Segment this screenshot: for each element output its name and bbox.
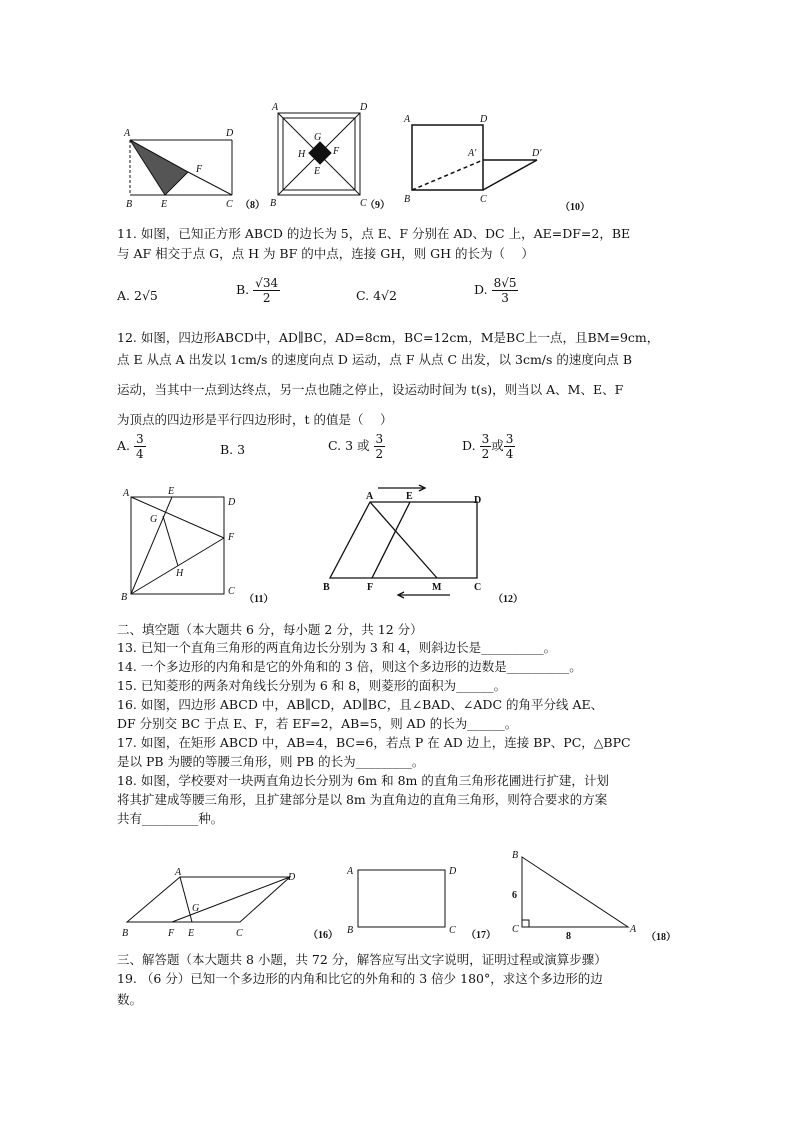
q11-line2: 与 AF 相交于点 G，点 H 为 BF 的中点，连接 GH，则 GH 的长为（ ） — [117, 246, 534, 261]
svg-text:（9）: （9） — [365, 200, 390, 211]
svg-text:B: B — [121, 592, 128, 603]
q16-line1: 16. 如图，四边形 ABCD 中，AB∥CD，AD∥BC，且∠BAD、∠ADC 的角平分线 AE、 — [117, 697, 604, 712]
svg-text:C: C — [474, 582, 482, 593]
svg-text:E: E — [168, 486, 175, 497]
q12-line1: 12. 如图，四边形ABCD中，AD∥BC，AD=8cm，BC=12cm，M是BC上一点，且BM=9cm， — [117, 330, 660, 345]
q11-option-d: D. $\frac{8√5}{3}$ — [474, 276, 517, 305]
svg-text:E: E — [314, 166, 321, 177]
svg-text:（18）: （18） — [646, 932, 676, 943]
svg-text:A: A — [630, 924, 637, 935]
svg-text:E: E — [188, 928, 195, 939]
q12-line4: 为顶点的四边形是平行四边形时，t 的值是（ ） — [117, 412, 393, 427]
q13: 13. 已知一个直角三角形的两直角边长分别为 3 和 4，则斜边长是__________。 — [117, 640, 557, 655]
q11-option-c: C. 4√2 — [356, 288, 397, 303]
svg-text:6: 6 — [512, 890, 517, 901]
figure-8 — [123, 128, 265, 211]
svg-text:E: E — [406, 491, 413, 502]
svg-text:A: A — [404, 114, 411, 125]
svg-text:B: B — [323, 582, 330, 593]
svg-text:A: A — [175, 867, 182, 878]
figure-17 — [346, 866, 496, 941]
svg-text:F: F — [168, 928, 175, 939]
svg-text:A: A — [124, 128, 131, 139]
figure-9 — [270, 102, 390, 211]
svg-text:G: G — [192, 903, 200, 914]
section3-heading: 三、解答题（本大题共 8 小题，共 72 分，解答应写出文字说明，证明过程或演算步骤） — [117, 952, 607, 967]
svg-text:D: D — [228, 497, 236, 508]
q12-option-b: B. 3 — [220, 442, 246, 457]
q11-line1: 11. 如图，已知正方形 ABCD 的边长为 5，点 E、F 分别在 AD、DC 上，AE=DF=2，BE — [117, 226, 631, 241]
q18-line2: 将其扩建成等腰三角形，且扩建部分是以 8m 为直角边的直角三角形，则符合要求的方案 — [117, 792, 608, 807]
svg-text:A: A — [347, 866, 354, 877]
svg-text:F: F — [228, 532, 235, 543]
svg-text:A: A — [366, 491, 374, 502]
svg-text:（16）: （16） — [308, 930, 338, 941]
svg-text:F: F — [333, 146, 340, 157]
svg-text:D: D — [474, 495, 482, 506]
figure-11 — [121, 486, 273, 605]
q18-line1: 18. 如图，学校要对一块两直角边长分别为 6m 和 8m 的直角三角形花圃进行扩建，计划 — [117, 773, 609, 788]
svg-text:D: D — [288, 872, 296, 883]
figure-16 — [122, 867, 338, 941]
q15: 15. 已知菱形的两条对角线长分别为 6 和 8，则菱形的面积为______。 — [117, 678, 507, 693]
q14: 14. 一个多边形的内角和是它的外角和的 3 倍，则这个多边形的边数是__________。 — [117, 659, 582, 674]
svg-text:（8）: （8） — [240, 200, 265, 211]
figure-10 — [403, 114, 590, 213]
svg-text:D: D — [360, 102, 368, 113]
svg-text:F: F — [367, 582, 374, 593]
svg-text:C: C — [449, 925, 456, 936]
q17-line1: 17. 如图，在矩形 ABCD 中，AB=4，BC=6，若点 P 在 AD 边上，连接 BP、PC，△BPC — [117, 735, 631, 750]
svg-text:（10）: （10） — [560, 202, 590, 213]
svg-text:A': A' — [468, 148, 477, 159]
svg-text:C: C — [236, 928, 243, 939]
svg-text:A: A — [123, 488, 130, 499]
svg-text:B: B — [512, 850, 519, 861]
svg-text:（11）: （11） — [244, 594, 274, 605]
svg-text:（17）: （17） — [466, 930, 496, 941]
svg-text:F: F — [196, 164, 203, 175]
q11-option-a: A. 2√5 — [117, 288, 158, 303]
svg-text:H: H — [176, 568, 184, 579]
svg-text:C: C — [480, 194, 487, 205]
svg-text:C: C — [228, 586, 235, 597]
svg-text:C: C — [360, 198, 367, 209]
svg-text:G: G — [150, 514, 158, 525]
svg-text:B: B — [122, 928, 129, 939]
svg-text:C: C — [512, 924, 519, 935]
svg-text:（12）: （12） — [493, 594, 523, 605]
q11-option-b: B. $\frac{√34}{2}$ — [236, 276, 279, 305]
q12-option-c: C. 3 或 $\frac{3}{2}$ — [328, 432, 384, 461]
q17-line2: 是以 PB 为腰的等腰三角形，则 PB 的长为_________。 — [117, 754, 425, 769]
svg-text:B: B — [126, 199, 133, 210]
figure-12 — [323, 485, 523, 605]
q18-line3: 共有_________种。 — [117, 811, 224, 826]
svg-text:D: D — [449, 866, 457, 877]
svg-text:B: B — [404, 194, 411, 205]
svg-text:D: D — [226, 128, 234, 139]
svg-text:D': D' — [532, 148, 542, 159]
svg-text:B: B — [347, 925, 354, 936]
svg-text:B: B — [270, 198, 277, 209]
q19-line2: 数。 — [117, 992, 143, 1007]
q16-line2: DF 分别交 BC 于点 E、F，若 EF=2，AB=5，则 AD 的长为______。 — [117, 716, 518, 731]
q12-line3: 运动，当其中一点到达终点，另一点也随之停止，设运动时间为 t(s)，则当以 A、M、E、F — [117, 382, 624, 397]
q12-option-d: D. $\frac{3}{2}$ 或 $\frac{3}{4}$ — [462, 432, 514, 461]
q12-option-a: A. $\frac{3}{4}$ — [117, 432, 144, 461]
svg-text:C: C — [226, 199, 233, 210]
section2-heading: 二、填空题（本大题共 6 分，每小题 2 分，共 12 分） — [117, 622, 423, 637]
svg-text:A: A — [272, 102, 279, 113]
figure-18 — [512, 850, 676, 943]
q12-line2: 点 E 从点 A 出发以 1cm/s 的速度向点 D 运动，点 F 从点 C 出发，以 3cm/s 的速度向点 B — [117, 352, 633, 367]
svg-text:G: G — [314, 132, 322, 143]
svg-text:H: H — [298, 149, 306, 160]
svg-text:E: E — [161, 199, 168, 210]
q19-line1: 19. （6 分）已知一个多边形的内角和比它的外角和的 3 倍少 180°，求这个多边形的边 — [117, 971, 603, 986]
svg-text:M: M — [432, 582, 442, 593]
svg-text:D: D — [480, 114, 488, 125]
svg-text:8: 8 — [566, 931, 571, 942]
